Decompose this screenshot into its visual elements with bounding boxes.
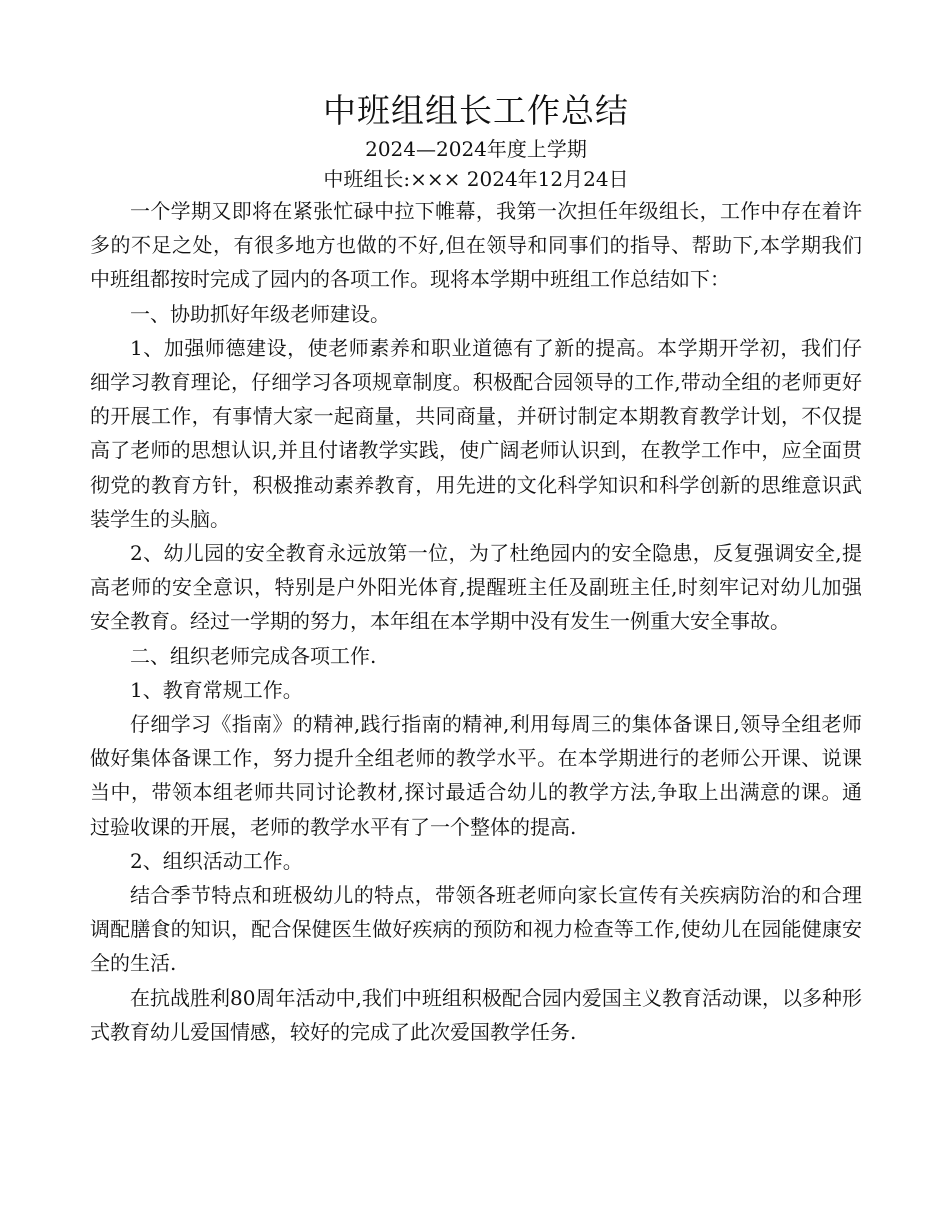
body-paragraph: 在抗战胜利80周年活动中,我们中班组积极配合园内爱国主义教育活动课，以多种形式教育幼儿爱国情感，较好的完成了此次爱国教学任务. <box>90 985 862 1044</box>
body-paragraph: 1、加强师德建设，使老师素养和职业道德有了新的提高。本学期开学初，我们仔细学习教育理论，仔细学习各项规章制度。积极配合园领导的工作,带动全组的老师更好的开展工作，有事情大家一起商量，共同商量，并研讨制定本期教育教学计划，不仅提高了老师的思想认识,并且付诸教学实践，使广阔老师认识到，在教学工作中，应全面贯彻党的教育方针，积极推动素养教育，用先进的文化科学知识和科学创新的思维意识武装学生的头脑。 <box>90 335 862 531</box>
author-date-line: 中班组长:××× 2024年12月24日 <box>323 167 629 191</box>
document-subtitle: 2024—2024年度上学期 <box>365 137 587 161</box>
body-paragraph: 结合季节特点和班极幼儿的特点，带领各班老师向家长宣传有关疾病防治的和合理调配膳食的知识，配合保健医生做好疾病的预防和视力检查等工作,使幼儿在园能健康安全的生活. <box>90 883 862 976</box>
body-paragraph: 2、幼儿园的安全教育永远放第一位，为了杜绝园内的安全隐患，反复强调安全,提高老师的安全意识，特别是户外阳光体育,提醒班主任及副班主任,时刻牢记对幼儿加强安全教育。经过一学期的努力，本年组在本学期中没有发生一例重大安全事故。 <box>90 541 862 634</box>
intro-paragraph: 一个学期又即将在紧张忙碌中拉下帷幕，我第一次担任年级组长，工作中存在着许多的不足之处，有很多地方也做的不好,但在领导和同事们的指导、帮助下,本学期我们中班组都按时完成了园内的各项工作。现将本学期中班组工作总结如下： <box>90 199 862 292</box>
document-page <box>90 88 862 1049</box>
section-heading-2: 二、组织老师完成各项工作. <box>130 643 377 668</box>
document-title: 中班组组长工作总结 <box>323 91 629 130</box>
subsection-heading: 1、教育常规工作。 <box>130 677 303 702</box>
subsection-heading: 2、组织活动工作。 <box>130 848 303 873</box>
body-paragraph: 仔细学习《指南》的精神,践行指南的精神,利用每周三的集体备课日,领导全组老师做好集体备课工作，努力提升全组老师的教学水平。在本学期进行的老师公开课、说课当中，带领本组老师共同讨论教材,探讨最适合幼儿的教学方法,争取上出满意的课。通过验收课的开展，老师的教学水平有了一个整体的提高. <box>90 712 862 839</box>
section-heading-1: 一、协助抓好年级老师建设。 <box>130 301 390 326</box>
